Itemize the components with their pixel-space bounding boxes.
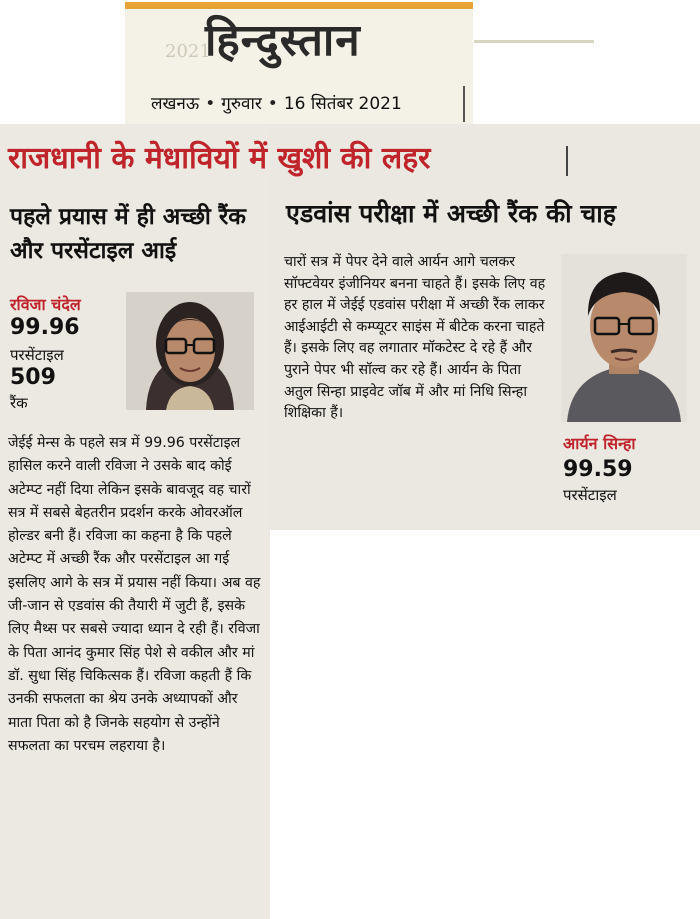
- student-portrait-icon: [126, 292, 254, 410]
- dateline-city: लखनऊ: [151, 94, 200, 114]
- headline-divider: [566, 146, 568, 176]
- rank-value: 509: [10, 365, 56, 390]
- dateline-date: 16 सितंबर 2021: [283, 94, 402, 114]
- right-article-body: चारों सत्र में पेपर देने वाले आर्यन आगे चलकर सॉफ्टवेयर इंजीनियर बनना चाहते हैं। इसके लिए वह हर हाल में जेईई एडवांस परीक्षा में अच्छी रैंक लाकर आईआईटी से कम्प्यूटर साइंस में बीटेक करना चाहते हैं। इसके लिए वह लगातार मॉकटेस्ट दे रहे हैं और पुराने पेपर भी सॉल्व कर रहे हैं। आर्यन के पिता अतुल सिन्हा प्राइवेट जॉब में और मां निधि सिन्हा शिक्षिका हैं।: [284, 254, 546, 422]
- score-label: परसेंटाइल: [10, 346, 64, 364]
- left-article-headline: पहले प्रयास में ही अच्छी रैंक और परसेंटाइल आई: [10, 204, 246, 264]
- score-label: परसेंटाइल: [563, 486, 617, 504]
- newspaper-logo: हिन्दुस्तान: [205, 15, 361, 66]
- separator-dot: •: [205, 94, 216, 114]
- student-name-ravija: रविजा चंदेल: [10, 295, 81, 314]
- separator-dot: •: [267, 94, 278, 114]
- portrait-aryan-illustration: [561, 254, 687, 422]
- dateline-day: गुरुवार: [221, 94, 262, 114]
- student-portrait-icon: [561, 254, 687, 422]
- paper-edge-strip: [474, 40, 594, 43]
- newspaper-masthead: [125, 2, 473, 130]
- student-name-aryan: आर्यन सिन्हा: [563, 434, 636, 453]
- main-headline: राजधानी के मेधावियों में खुशी की लहर: [8, 141, 431, 176]
- rank-label: रैंक: [10, 394, 28, 412]
- masthead-accent-bar: [125, 2, 473, 9]
- bleed-through-text: 2021: [165, 41, 211, 62]
- right-article-headline: एडवांस परीक्षा में अच्छी रैंक की चाह: [286, 199, 616, 228]
- blank-area: [270, 530, 700, 919]
- portrait-ravija-illustration: [126, 292, 254, 410]
- score-value: 99.59: [563, 457, 633, 482]
- score-value: 99.96: [10, 315, 80, 340]
- left-article-body: जेईई मेन्स के पहले सत्र में 99.96 परसेंटाइल हासिल करने वाली रविजा ने उसके बाद कोई अटेम्प्ट नहीं दिया लेकिन इसके बावजूद वह चारों सत्र में सबसे बेहतरीन प्रदर्शन करके ओवरऑल होल्डर बनी हैं। रविजा का कहना है कि पहले अटेम्प्ट में अच्छी रैंक और परसेंटाइल आ गई इसलिए आगे के सत्र में प्रयास नहीं किया। अब वह जी-जान से एडवांस की तैयारी में जुटी हैं, इसके लिए मैथ्स पर सबसे ज्यादा ध्यान दे रही हैं। रविजा के पिता आनंद कुमार सिंह पेशे से वकील और मां डॉ. सुधा सिंह चिकित्सक हैं। रविजा कहती हैं कि उनकी सफलता का श्रेय उनके अध्यापकों और माता पिता को है जिनके सहयोग से उन्होंने सफलता का परचम लहराया है।: [8, 435, 261, 754]
- dateline: [151, 90, 471, 118]
- masthead-rule: [463, 86, 465, 122]
